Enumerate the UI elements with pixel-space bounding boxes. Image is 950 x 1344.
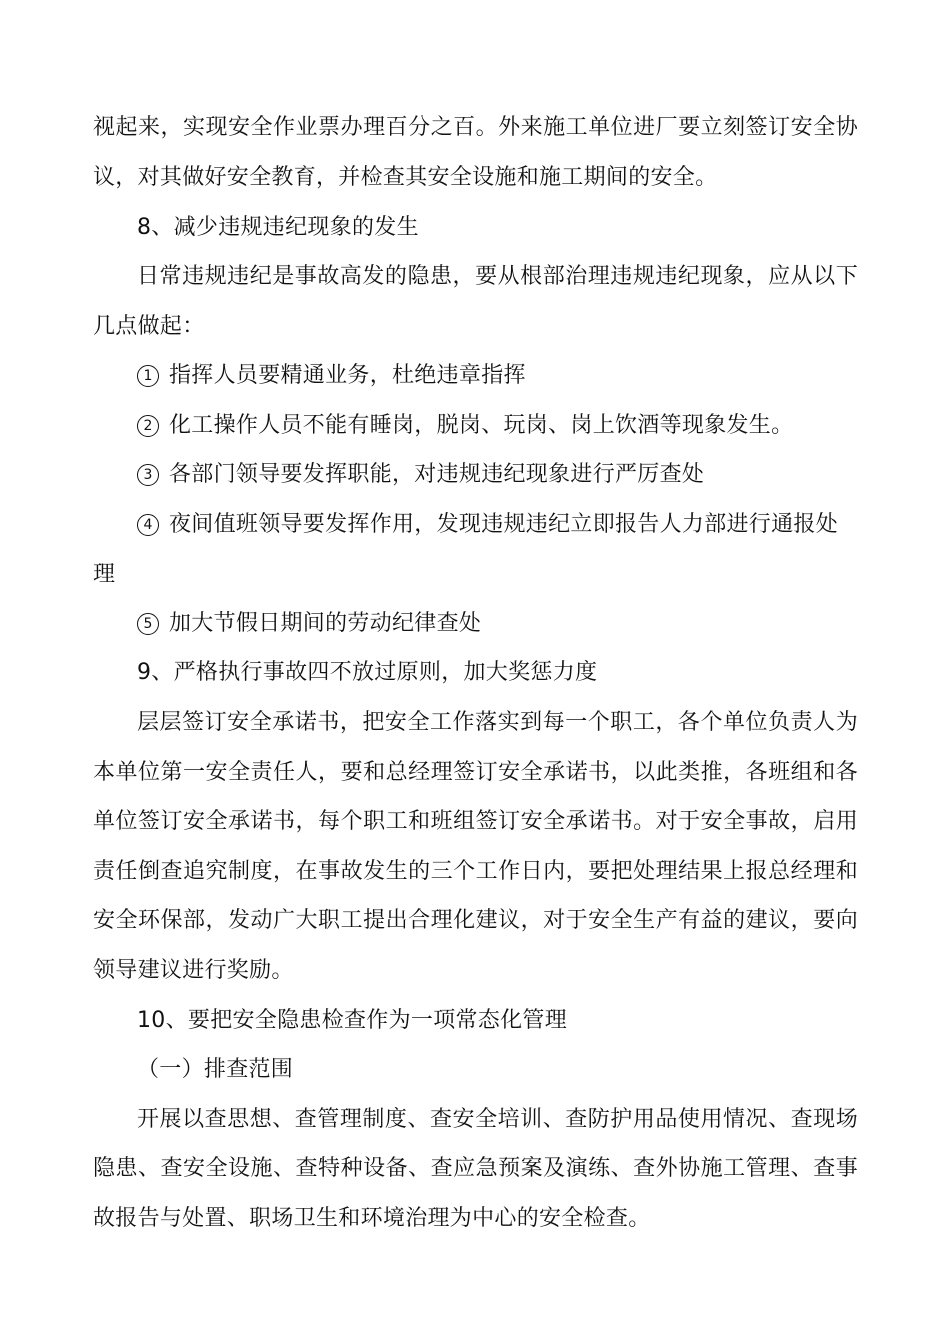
paragraph-line: 开展以查思想、查管理制度、查安全培训、查防护用品使用情况、查现场	[137, 1107, 858, 1132]
paragraph-line: 议，对其做好安全教育，并检查其安全设施和施工期间的安全。	[93, 165, 718, 190]
circled-number-4: 4	[137, 514, 159, 536]
list-item-4	[137, 510, 838, 540]
section-heading-9: 9、严格执行事故四不放过原则，加大奖惩力度	[137, 660, 598, 685]
list-item-text: 化工操作人员不能有睡岗，脱岗、玩岗、岗上饮酒等现象发生。	[169, 413, 794, 438]
circled-number-1: 1	[137, 365, 159, 387]
paragraph-line: 日常违规违纪是事故高发的隐患，要从根部治理违规违纪现象，应从以下	[137, 264, 858, 289]
paragraph-line: 层层签订安全承诺书，把安全工作落实到每一个职工，各个单位负责人为	[137, 710, 858, 735]
section-heading-10: 10、要把安全隐患检查作为一项常态化管理	[137, 1008, 567, 1033]
paragraph-line: 故报告与处置、职场卫生和环境治理为中心的安全检查。	[93, 1206, 651, 1231]
list-item-1	[137, 361, 526, 391]
circled-number-5: 5	[137, 613, 159, 635]
circled-number-3: 3	[137, 464, 159, 486]
circled-number-2: 2	[137, 415, 159, 437]
list-item-2	[137, 411, 793, 441]
list-item-3	[137, 460, 704, 490]
list-item-text: 夜间值班领导要发挥作用，发现违规违纪立即报告人力部进行通报处	[169, 512, 839, 537]
paragraph-line: 视起来，实现安全作业票办理百分之百。外来施工单位进厂要立刻签订安全协	[93, 115, 858, 140]
subsection-heading: （一）排查范围	[137, 1057, 294, 1082]
paragraph-line: 领导建议进行奖励。	[93, 958, 294, 983]
list-item-text: 加大节假日期间的劳动纪律查处	[169, 611, 482, 636]
paragraph-line: 安全环保部，发动广大职工提出合理化建议，对于安全生产有益的建议，要向	[93, 908, 858, 933]
paragraph-line: 责任倒查追究制度，在事故发生的三个工作日内，要把处理结果上报总经理和	[93, 859, 858, 884]
list-item-text: 指挥人员要精通业务，杜绝违章指挥	[169, 363, 526, 388]
paragraph-line: 本单位第一安全责任人，要和总经理签订安全承诺书，以此类推，各班组和各	[93, 760, 858, 785]
paragraph-line: 几点做起：	[93, 314, 205, 339]
list-item-text: 各部门领导要发挥职能，对违规违纪现象进行严厉查处	[169, 462, 705, 487]
section-heading-8: 8、减少违规违纪现象的发生	[137, 215, 419, 240]
paragraph-line: 单位签订安全承诺书，每个职工和班组签订安全承诺书。对于安全事故，启用	[93, 809, 858, 834]
list-item-5	[137, 609, 481, 639]
paragraph-line: 理	[93, 562, 116, 587]
paragraph-line: 隐患、查安全设施、查特种设备、查应急预案及演练、查外协施工管理、查事	[93, 1156, 858, 1181]
